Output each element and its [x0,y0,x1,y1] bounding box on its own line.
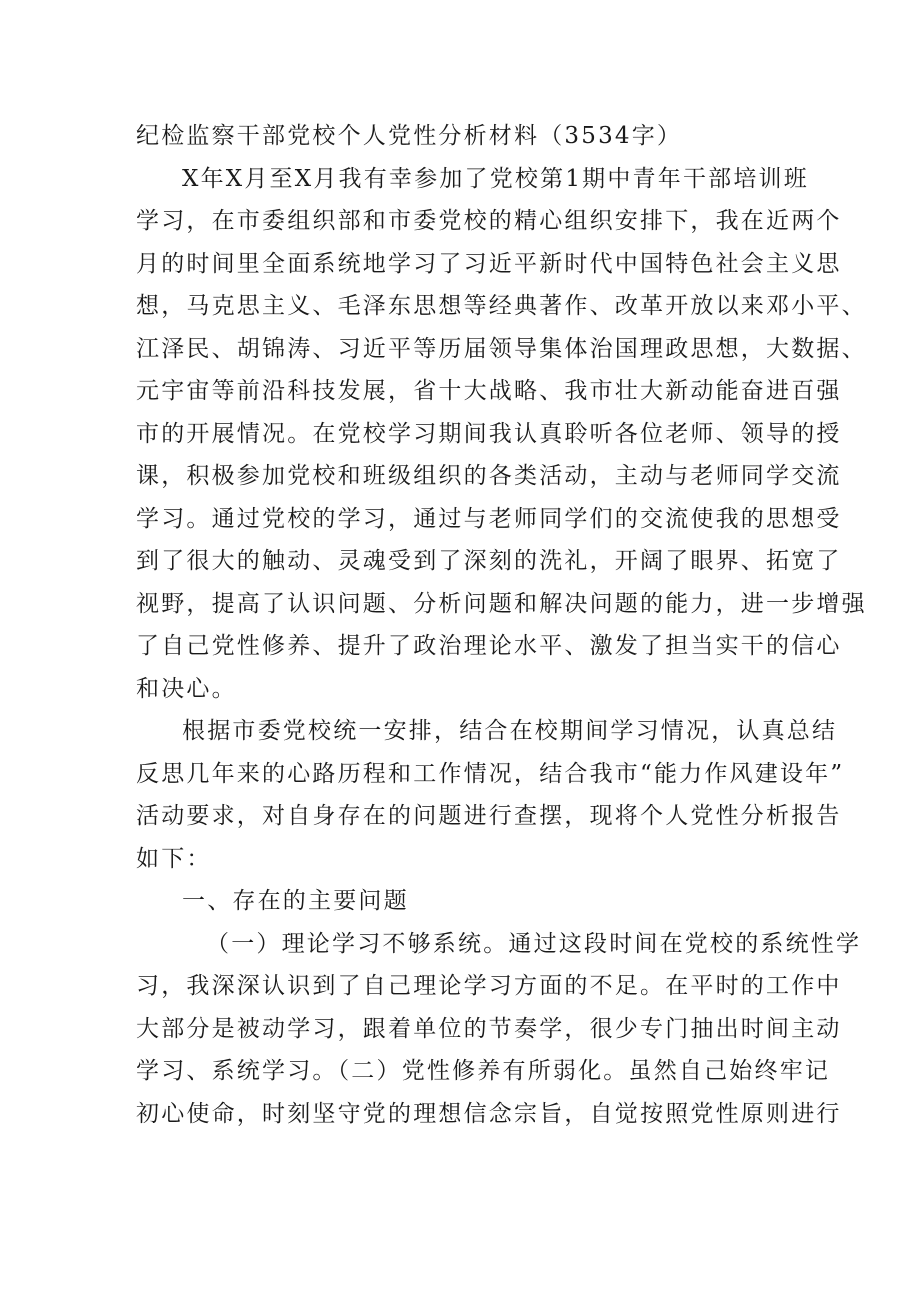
paragraph-1-line-1: X年X月至X月我有幸参加了党校第1期中青年干部培训班 [182,165,809,192]
paragraph-1-line-11: 视野，提高了认识问题、分析问题和解决问题的能力，进一步增强 [136,590,867,617]
paragraph-1-line-4: 想，马克思主义、毛泽东思想等经典著作、改革开放以来邓小平、 [136,293,867,319]
paragraph-1-line-2: 学习，在市委组织部和市委党校的精心组织安排下，我在近两个 [136,208,842,234]
paragraph-1-line-3: 月的时间里全面系统地学习了习近平新时代中国特色社会主义思 [136,250,842,277]
document-body [136,115,867,1135]
paragraph-4-line-2: 习，我深深认识到了自己理论学习方面的不足。在平时的工作中 [136,973,842,999]
section-heading: 一、存在的主要问题 [182,888,409,914]
paragraph-2-line-1: 根据市委党校统一安排，结合在校期间学习情况，认真总结 [182,718,838,744]
paragraph-1-line-7: 市的开展情况。在党校学习期间我认真聆听各位老师、领导的授 [136,420,842,447]
paragraph-1-line-5: 江泽民、胡锦涛、习近平等历届领导集体治国理政思想，大数据、 [136,335,867,362]
paragraph-4-line-1: （一）理论学习不够系统。通过这段时间在党校的系统性学 [206,930,862,957]
paragraph-1-line-13: 和决心。 [136,675,237,702]
paragraph-1-line-10: 到了很大的触动、灵魂受到了深刻的洗礼，开阔了眼界、拓宽了 [136,548,842,574]
document-title: 纪检监察干部党校个人党性分析材料（3534字） [136,123,683,149]
paragraph-2-line-3: 活动要求，对自身存在的问题进行查摆，现将个人党性分析报告 [136,803,842,829]
paragraph-4-line-5: 初心使命，时刻坚守党的理想信念宗旨，自觉按照党性原则进行 [136,1100,842,1127]
paragraph-2-line-2: 反思几年来的心路历程和工作情况，结合我市“能力作风建设年” [136,760,845,787]
paragraph-1-line-12: 了自己党性修养、提升了政治理论水平、激发了担当实干的信心 [136,633,842,659]
paragraph-1-line-6: 元宇宙等前沿科技发展，省十大战略、我市壮大新动能奋进百强 [136,378,842,404]
paragraph-2-line-4: 如下： [136,845,212,872]
paragraph-1-line-9: 学习。通过党校的学习，通过与老师同学们的交流使我的思想受 [136,505,842,532]
paragraph-4-line-4: 学习、系统学习。（二）党性修养有所弱化。虽然自己始终牢记 [136,1058,831,1084]
paragraph-1-line-8: 课，积极参加党校和班级组织的各类活动，主动与老师同学交流 [136,463,842,489]
paragraph-4-line-3: 大部分是被动学习，跟着单位的节奏学，很少专门抽出时间主动 [136,1015,842,1042]
